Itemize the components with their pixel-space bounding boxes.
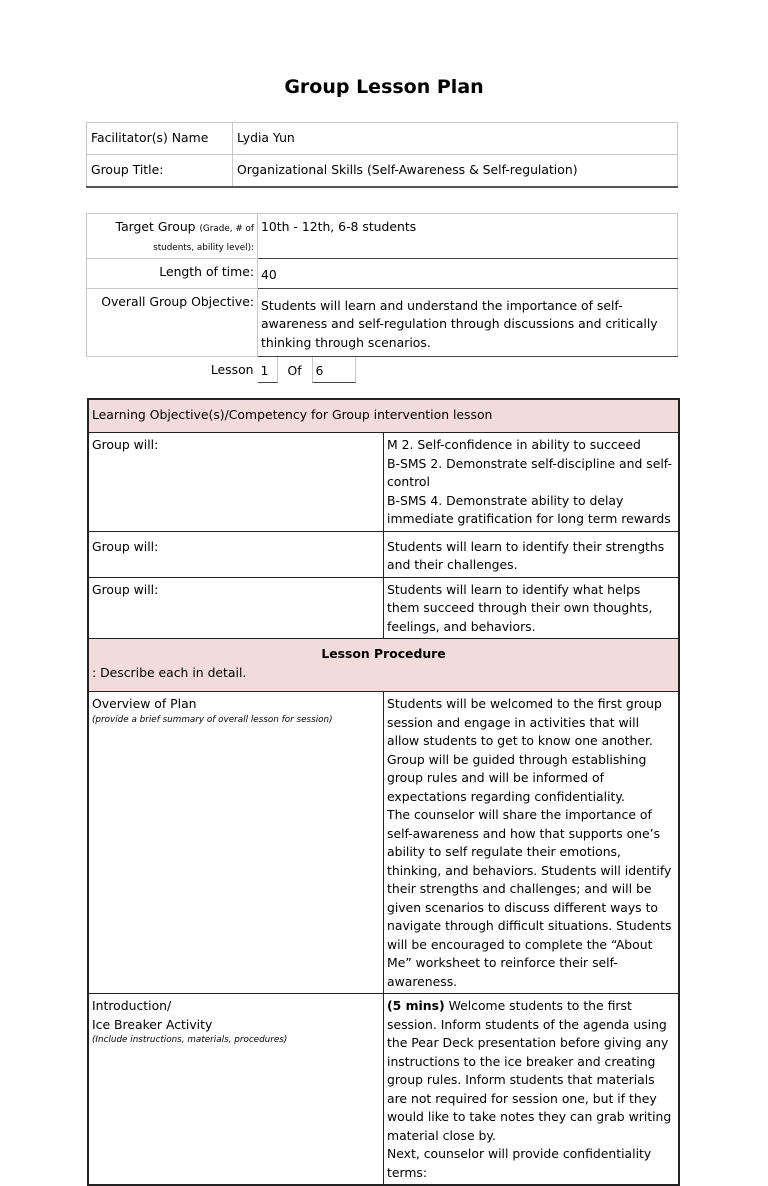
- objective-row-2-content: Students will learn to identify their strengths and their challenges.: [384, 531, 680, 577]
- overview-paragraph-1: Students will be welcomed to the first group session and engage in activities that will allow students to get to know one another. Group will be guided through establishing group rules and will be informed of expectations regarding confidentiality.: [387, 696, 662, 804]
- overview-label-cell: [88, 692, 384, 994]
- lesson-number-cell: [258, 357, 678, 384]
- lesson-number: 1: [258, 357, 278, 383]
- intro-content: [384, 994, 680, 1186]
- objective-value: Students will learn and understand the importance of self-awareness and self-regulation through discussions and critically thinking through scenarios.: [258, 288, 678, 357]
- facilitator-value: Lydia Yun: [233, 123, 678, 155]
- target-group-value: 10th - 12th, 6-8 students: [258, 214, 678, 259]
- intro-time: (5 mins): [387, 998, 445, 1013]
- intro-text: Welcome students to the first session. Inform students of the agenda using the Pear Deck presentation before giving any instructions to the ice breaker and creating group rules. Inform students that materials are not required for session one, but if they would like to take notes they can grab writing material close by.: [387, 998, 672, 1143]
- length-row: [87, 259, 678, 289]
- target-group-sub: (Grade, # of students, ability level):: [153, 224, 254, 253]
- objective-line: M 2. Self-confidence in ability to succeed: [387, 437, 641, 452]
- objective-row-1-content: [384, 433, 680, 532]
- objective-line: B-SMS 4. Demonstrate ability to delay immediate gratification for long term rewards: [387, 492, 671, 526]
- procedure-title: Lesson Procedure: [321, 646, 446, 661]
- objective-row: [87, 288, 678, 357]
- intro-label-1: Introduction/: [92, 998, 172, 1013]
- objective-label: Overall Group Objective:: [87, 288, 258, 357]
- objective-row-1: [88, 433, 679, 532]
- facilitator-label: Facilitator(s) Name: [87, 123, 233, 155]
- page-title: Group Lesson Plan: [284, 76, 484, 98]
- lesson-total: 6: [312, 357, 356, 383]
- lesson-plan-table: [87, 398, 680, 1186]
- overview-row: [88, 692, 679, 994]
- group-title-label: Group Title:: [87, 155, 233, 187]
- procedure-sub: : Describe each in detail.: [92, 664, 247, 680]
- objectives-header: Learning Objective(s)/Competency for Group intervention lesson: [88, 399, 679, 433]
- intro-row: [88, 994, 679, 1186]
- lesson-numbers: [258, 357, 678, 383]
- lesson-label: Lesson: [210, 362, 254, 377]
- intro-next: Next, counselor will provide confidentiality terms:: [387, 1146, 652, 1180]
- length-value: 40: [258, 259, 678, 289]
- target-group-label-cell: [87, 214, 258, 259]
- intro-paragraph: [387, 997, 675, 1145]
- objectives-header-row: [88, 399, 679, 433]
- facilitator-row: [87, 123, 678, 155]
- target-group-row: [87, 214, 678, 259]
- length-label: Length of time:: [87, 259, 258, 289]
- objective-row-3-content: Students will learn to identify what helps them succeed through their own thoughts, feelings, and behaviors.: [384, 577, 680, 639]
- overview-label: Overview of Plan: [92, 696, 197, 711]
- intro-note: (Include instructions, materials, procedures): [92, 1035, 288, 1045]
- objective-row-2: [88, 531, 679, 577]
- objective-row-2-label: Group will:: [88, 531, 384, 577]
- procedure-header-row: [88, 639, 679, 692]
- lesson-row: [87, 357, 678, 384]
- objective-line: B-SMS 2. Demonstrate self-discipline and self-control: [387, 455, 672, 489]
- overview-paragraph-2: The counselor will share the importance of self-awareness and how that supports one’s ability to self regulate their emotions, thinking, and behaviors. Students will identify their strengths and challenges; and will be given scenarios to discuss different ways to navigate through difficult situations. Students will be encouraged to complete the “About Me” worksheet to reinforce their self-awareness.: [387, 807, 672, 989]
- group-title-value: Organizational Skills (Self-Awareness & Self-regulation): [233, 155, 678, 187]
- lesson-of: Of: [287, 363, 302, 378]
- overview-note: (provide a brief summary of overall lesson for session): [92, 714, 333, 725]
- details-table: [86, 213, 678, 383]
- objective-row-3: [88, 577, 679, 639]
- objective-row-1-label: Group will:: [88, 433, 384, 532]
- facilitator-table: [86, 122, 678, 188]
- objective-row-3-label: Group will:: [88, 577, 384, 639]
- group-title-row: [87, 155, 678, 187]
- procedure-header: [88, 639, 679, 692]
- intro-label-cell: [88, 994, 384, 1186]
- target-group-label: Target Group: [115, 219, 196, 234]
- overview-content: [384, 692, 680, 994]
- intro-label-2: Ice Breaker Activity: [92, 1016, 213, 1032]
